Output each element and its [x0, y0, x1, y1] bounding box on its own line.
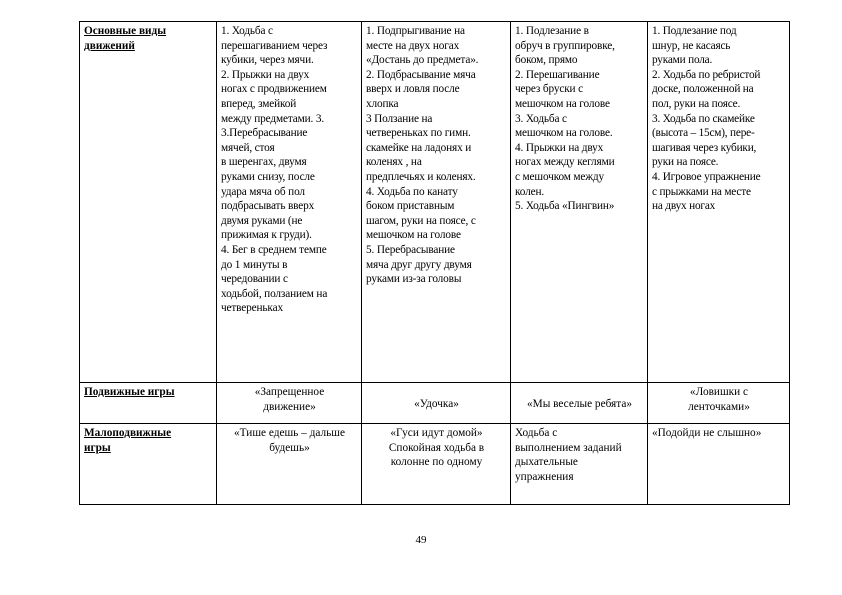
table-row-movements	[80, 22, 790, 383]
cell-line: Спокойная ходьба в	[388, 441, 485, 454]
cell-line: мешочком на голове	[366, 229, 461, 242]
table-row-mobile-games	[80, 383, 790, 424]
cell-line: «Подойди не слышно»	[652, 427, 762, 439]
cell-line: Малоподвижные	[84, 427, 172, 439]
cell-line: на двух ногах	[652, 200, 716, 213]
cell-line: через бруски с	[515, 83, 583, 96]
row-header-calm-games	[80, 424, 217, 505]
cell-line: чередовании с	[221, 273, 288, 286]
cell-line: с мешочком между	[515, 170, 605, 183]
cell-line: 2. Перешагивание	[515, 68, 600, 81]
cell-line: шагом, руки на поясе, с	[366, 214, 476, 227]
cell-line: до 1 минуты в	[221, 258, 288, 271]
calm-game-cell-3	[511, 424, 648, 505]
cell-line: 3 Ползание на	[366, 112, 433, 125]
cell-line: мячей, стоя	[221, 141, 275, 154]
cell-line: ногах с продвижением	[221, 83, 327, 96]
cell-line: месте на двух ногах	[366, 39, 460, 52]
movements-cell-2	[362, 22, 511, 383]
cell-line: вперед, змейкой	[221, 97, 297, 110]
cell-line: 5. Перебрасывание	[366, 243, 455, 256]
cell-line: коленях , на	[366, 156, 422, 169]
mobile-game-cell-1	[217, 383, 362, 424]
cell-line: выполнением заданий	[515, 441, 622, 454]
cell-line: Основные виды	[84, 25, 167, 37]
cell-line: 2. Прыжки на двух	[221, 68, 310, 81]
cell-line: 1. Подлезание под	[652, 25, 737, 37]
cell-line: шнур, не касаясь	[652, 39, 731, 52]
cell-line: 4. Ходьба по канату	[366, 185, 458, 198]
cell-line: четвереньках по гимн.	[366, 127, 471, 140]
cell-line: 1. Подлезание в	[515, 25, 589, 37]
cell-line: с прыжками на месте	[652, 185, 751, 198]
cell-line: между предметами. 3.	[221, 112, 325, 125]
cell-line: «Гуси идут домой»	[390, 427, 483, 439]
cell-line: 3.Перебрасывание	[221, 127, 308, 140]
cell-line: ногах между кеглями	[515, 156, 615, 169]
cell-line: 1. Ходьба с	[221, 25, 273, 37]
cell-line: удара мяча об пол	[221, 185, 305, 198]
cell-line: Подвижные игры	[84, 386, 175, 398]
cell-line: доске, положенной на	[652, 83, 754, 96]
cell-line: ходьбой, ползанием на	[221, 287, 328, 300]
cell-line: руками снизу, после	[221, 170, 315, 183]
cell-line: боком, прямо	[515, 54, 578, 67]
row-header-mobile-games	[80, 383, 217, 424]
cell-line: перешагиванием через	[221, 39, 328, 52]
calm-game-cell-1	[217, 424, 362, 505]
cell-line: мешочком на голове.	[515, 127, 613, 140]
cell-line: колонне по одному	[390, 456, 483, 469]
page-number: 49	[415, 534, 427, 546]
cell-line: обруч в группировке,	[515, 39, 615, 52]
calm-game-cell-2	[362, 424, 511, 505]
cell-line: «Ловишки с	[689, 386, 749, 398]
cell-line: упражнения	[515, 470, 574, 483]
mobile-game-cell-2	[362, 383, 511, 424]
cell-line: (высота – 15см), пере-	[652, 127, 755, 140]
cell-line: 3. Ходьба с	[515, 112, 567, 125]
cell-line: мяча друг другу двумя	[366, 258, 472, 271]
cell-line: четвереньках	[221, 302, 283, 315]
cell-line: пол, руки на поясе.	[652, 97, 741, 110]
cell-line: вверх и ловля после	[366, 83, 460, 96]
cell-line: мешочком на голове	[515, 97, 610, 110]
cell-line: кубики, через мячи.	[221, 54, 314, 67]
cell-line: Ходьба с	[515, 427, 558, 439]
cell-line: игры	[84, 441, 111, 454]
cell-line: предплечьях и коленях.	[366, 170, 476, 183]
cell-line: 3. Ходьба по скамейке	[652, 112, 755, 125]
cell-line: дыхательные	[515, 456, 578, 469]
cell-line: в шеренгах, двумя	[221, 156, 307, 169]
table-row-calm-games	[80, 424, 790, 505]
cell-line: «Удочка»	[414, 397, 459, 410]
cell-line: 1. Подпрыгивание на	[366, 25, 465, 37]
cell-line: руками пола.	[652, 54, 713, 67]
cell-line: 4. Бег в среднем темпе	[221, 243, 327, 256]
cell-line: скамейке на ладонях и	[366, 141, 472, 154]
cell-line: 4. Прыжки на двух	[515, 141, 604, 154]
calm-game-cell-4	[648, 424, 790, 505]
cell-line: «Мы веселые ребята»	[527, 397, 632, 410]
cell-line: «Запрещенное	[254, 386, 325, 398]
cell-line: 2. Ходьба по ребристой	[652, 68, 761, 81]
cell-line: руки на поясе.	[652, 156, 719, 169]
movements-cell-3	[511, 22, 648, 383]
cell-line: ленточками»	[688, 400, 750, 413]
cell-line: 4. Игровое упражнение	[652, 170, 761, 183]
cell-line: «Тише едешь – дальше	[234, 427, 345, 439]
activities-table	[79, 21, 790, 505]
cell-line: будешь»	[269, 441, 310, 454]
cell-line: прижимая к груди).	[221, 229, 312, 242]
cell-line: движение»	[263, 400, 316, 413]
cell-line: хлопка	[366, 97, 399, 110]
cell-line: 2. Подбрасывание мяча	[366, 68, 476, 81]
cell-line: подбрасывать вверх	[221, 200, 315, 213]
row-header-movements	[80, 22, 217, 383]
movements-cell-4	[648, 22, 790, 383]
cell-line: шагивая через кубики,	[652, 141, 757, 154]
mobile-game-cell-4	[648, 383, 790, 424]
cell-line: двумя руками (не	[221, 214, 303, 227]
cell-line: боком приставным	[366, 200, 455, 213]
mobile-game-cell-3	[511, 383, 648, 424]
cell-line: «Достань до предмета».	[366, 54, 479, 67]
movements-cell-1	[217, 22, 362, 383]
cell-line: колен.	[515, 185, 545, 198]
cell-line: 5. Ходьба «Пингвин»	[515, 200, 615, 213]
cell-line: движений	[84, 39, 135, 52]
cell-line: руками из-за головы	[366, 273, 462, 286]
